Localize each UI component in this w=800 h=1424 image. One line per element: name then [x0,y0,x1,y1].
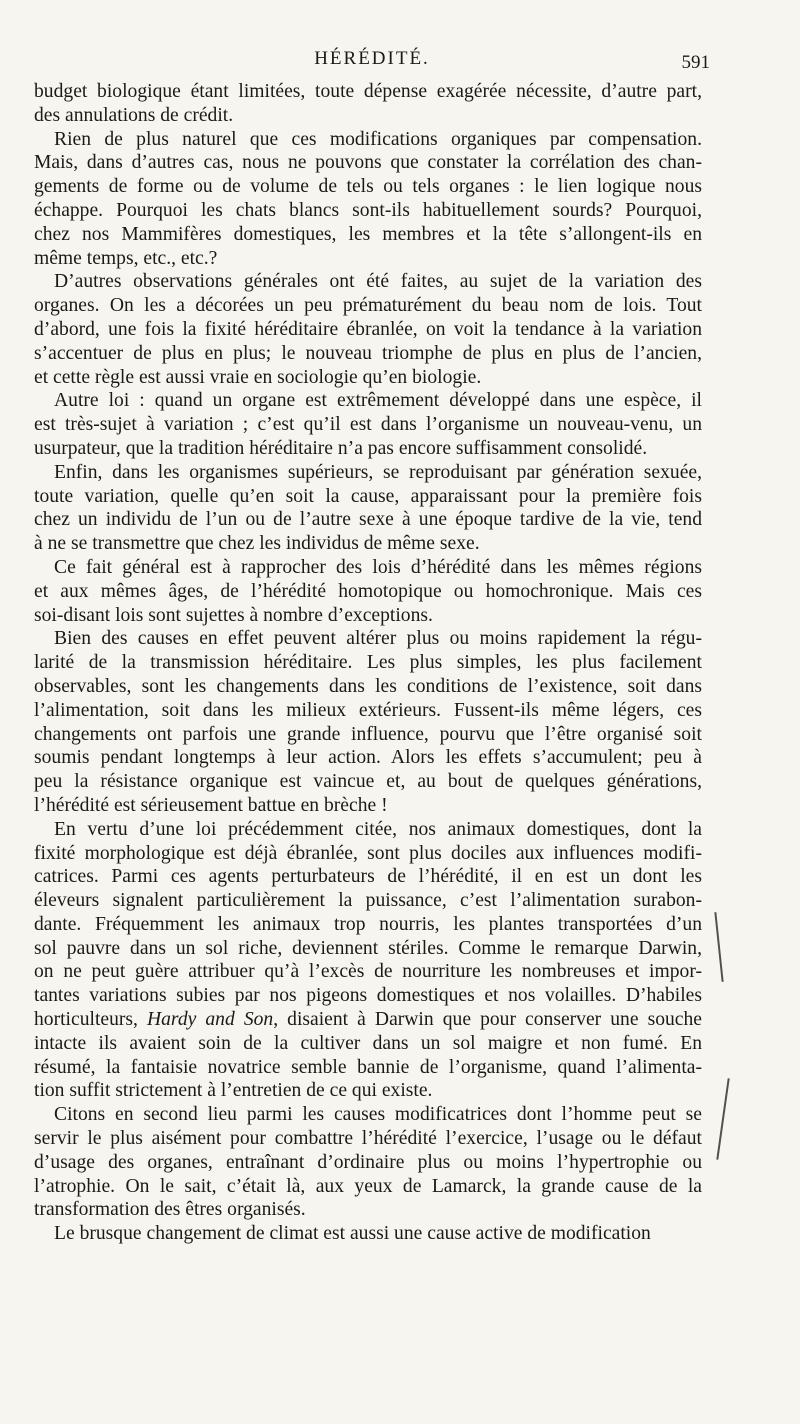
text-line: En vertu d’une loi précédemment citée, nos animaux domestiques, dont la [54,818,702,840]
text-line: et cette règle est aussi vraie en sociologie qu’en biologie. [34,366,482,388]
page-number: 591 [681,52,710,73]
text-line: Ce fait général est à rapprocher des lois d’hérédité dans les mêmes régions [54,556,702,578]
text-line: d’usage des organes, entraînant d’ordinaire plus ou moins l’hypertrophie ou [34,1151,702,1173]
text-line: des annulations de crédit. [34,104,234,126]
text-line: résumé, la fantaisie novatrice semble bannie de l’organisme, quand l’alimenta- [34,1056,702,1078]
body-text [34,80,702,1246]
text-line: fixité morphologique est déjà ébranlée, sont plus dociles aux influences modifi- [34,842,702,864]
text-line: Bien des causes en effet peuvent altérer plus ou moins rapidement la régu- [54,628,702,650]
text-line: tantes variations subies par nos pigeons domestiques et nos volailles. D’habiles [34,985,702,1007]
text-line: l’alimentation, soit dans les milieux extérieurs. Fussent-ils même légers, ces [34,699,702,721]
margin-mark-lower [716,1078,729,1159]
paragraph [34,270,702,389]
text-line: l’hérédité est sérieusement battue en brèche ! [34,794,388,816]
paragraph [34,461,702,556]
paragraph [34,556,702,627]
text-line: servir le plus aisément pour combattre l’hérédité l’exercice, l’usage ou le défaut [34,1128,702,1150]
text-line: budget biologique étant limitées, toute dépense exagérée nécessite, d’autre part, [34,81,702,102]
text-line: échappe. Pourquoi les chats blancs sont-ils habituellement sourds? Pourquoi, [34,199,702,221]
text-line: Le brusque changement de climat est aussi une cause active de modification [54,1223,651,1245]
text-line: Autre loi : quand un organe est extrêmement développé dans une espèce, il [54,390,702,412]
text-line: peu la résistance organique est vaincue et, au bout de quelques générations, [34,771,702,793]
text-line: toute variation, quelle qu’en soit la cause, apparaissant pour la première fois [34,485,702,507]
text-line: Mais, dans d’autres cas, nous ne pouvons que constater la corrélation des chan- [34,152,702,174]
text-line: larité de la transmission héréditaire. Les plus simples, les plus facilement [34,652,702,674]
text-line: éleveurs signalent particulièrement la puissance, c’est l’alimentation surabon- [34,890,702,912]
text-line: intacte ils avaient soin de la cultiver dans un sol maigre et non fumé. En [34,1032,702,1054]
text-line: et aux mêmes âges, de l’hérédité homotopique ou homochronique. Mais ces [34,580,702,602]
text-line: l’atrophie. On le sait, c’était là, aux yeux de Lamarck, la grande cause de la [34,1175,702,1197]
page-header [34,48,710,78]
text-line: soi-disant lois sont sujettes à nombre d’exceptions. [34,604,433,626]
text-line: organes. On les a décorées un peu prématurément du beau nom de lois. Tout [34,295,702,317]
text-line: est très-sujet à variation ; c’est qu’il est dans l’organisme un nouveau-venu, un [34,414,702,436]
paragraph [34,389,702,460]
text-line: soumis pendant longtemps à leur action. Alors les effets s’accumulent; peu à [34,747,702,769]
text-line: D’autres observations générales ont été faites, au sujet de la variation des [54,271,702,293]
text-line: même temps, etc., etc.? [34,247,218,269]
text-line: usurpateur, que la tradition héréditaire n’a pas encore suffisamment consolidé. [34,437,648,459]
text-line: Rien de plus naturel que ces modifications organiques par compensation. [54,128,702,150]
text-line: transformation des êtres organisés. [34,1199,306,1221]
text-line: on ne peut guère attribuer qu’à l’excès de nourriture les nombreuses et impor- [34,961,702,983]
text-line: changements ont parfois une grande influence, pourvu que l’être organisé soit [34,723,702,745]
text-line: Citons en second lieu parmi les causes modificatrices dont l’homme peut se [54,1104,702,1126]
text-line: sol pauvre dans un sol riche, deviennent stériles. Comme le remarque Darwin, [34,937,702,959]
text-line: dante. Fréquemment les animaux trop nourris, les plantes transportées d’un [34,913,702,935]
running-title: HÉRÉDITÉ. [314,48,430,69]
text-line: horticulteurs, Hardy and Son, disaient à Darwin que pour conserver une souche [34,1009,702,1031]
text-line: chez un individu de l’un ou de l’autre sexe à une époque tardive de la vie, tend [34,509,702,531]
text-line: tion suffit strictement à l’entretien de ce qui existe. [34,1080,433,1102]
text-line: à ne se transmettre que chez les individus de même sexe. [34,533,480,555]
paragraph [34,818,702,1104]
text-line: Enfin, dans les organismes supérieurs, se reproduisant par génération sexuée, [54,461,702,483]
text-line: chez nos Mammifères domestiques, les membres et la tête s’allongent-ils en [34,223,702,245]
paragraph [34,128,702,271]
text-line: gements de forme ou de volume de tels ou tels organes : le lien logique nous [34,176,702,198]
paragraph [34,627,702,817]
margin-mark-upper [714,912,723,982]
paragraph [34,1222,702,1246]
text-line: observables, sont les changements dans les conditions de l’existence, soit dans [34,675,702,697]
italic-name: Hardy and Son [146,1009,274,1031]
paragraph [34,80,702,128]
paragraph [34,1103,702,1222]
text-line: catrices. Parmi ces agents perturbateurs de l’hérédité, il en est un dont les [34,866,702,888]
text-line: s’accentuer de plus en plus; le nouveau triomphe de plus en plus de l’ancien, [34,342,702,364]
text-line: d’abord, une fois la fixité héréditaire ébranlée, on voit la tendance à la variation [34,318,702,340]
